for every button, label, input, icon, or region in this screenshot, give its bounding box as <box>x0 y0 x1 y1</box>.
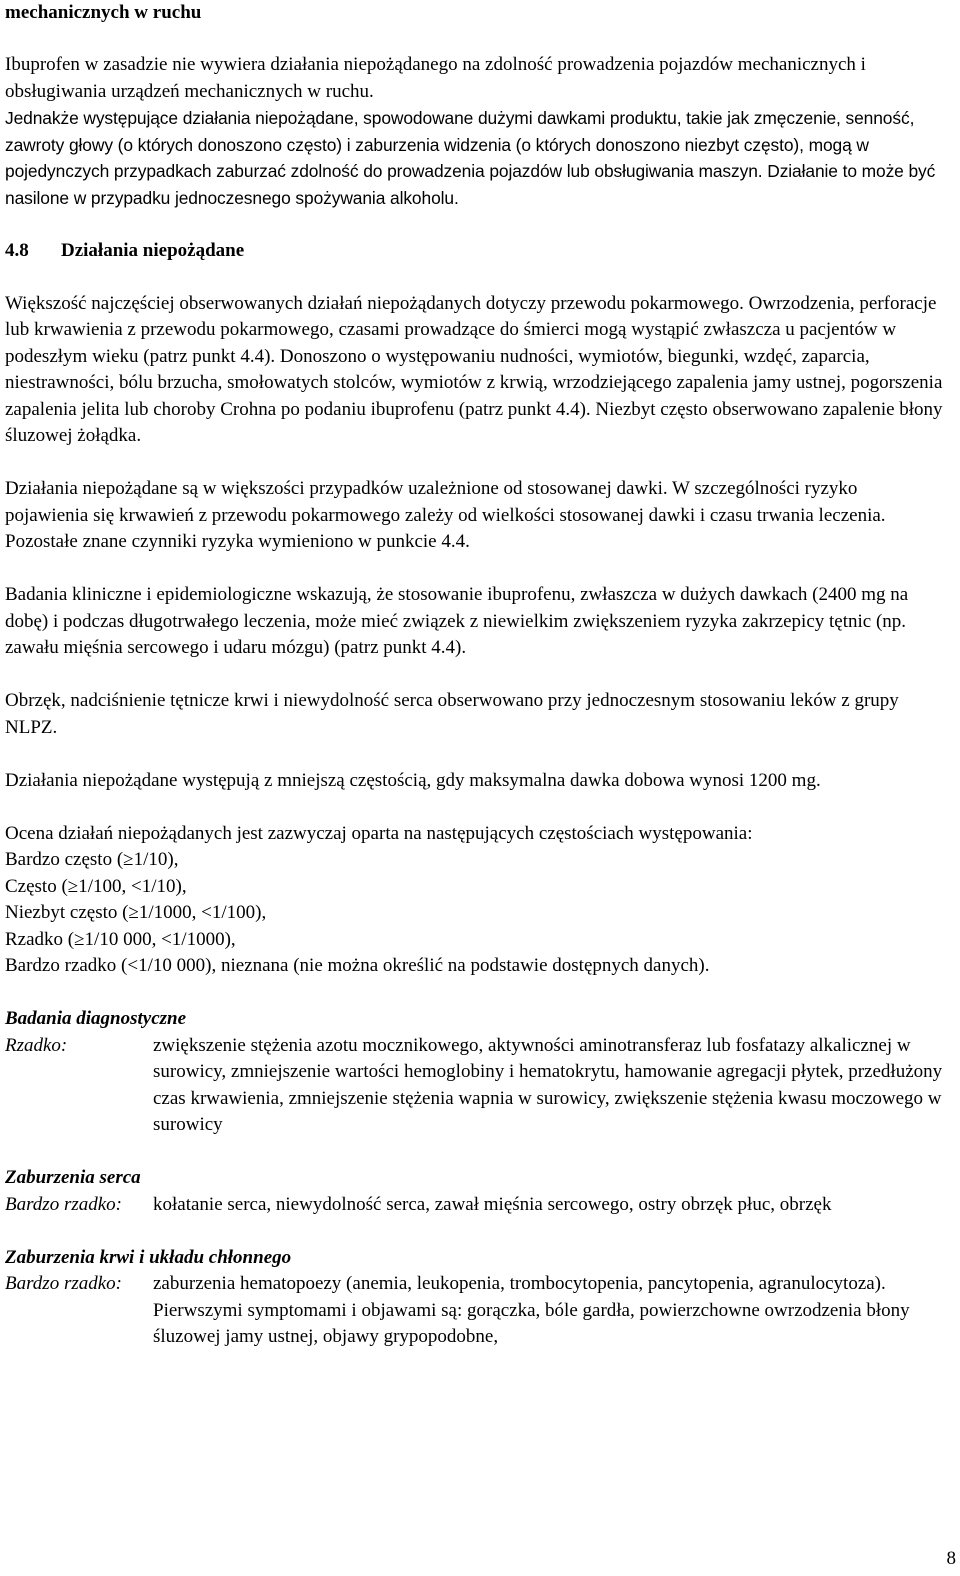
frequency-text: zwiększenie stężenia azotu mocznikowego, aktywności aminotransferaz lub fosfatazy alkalicznej w surowicy, zmniejszenie wartości hemoglobiny i hematokrytu, hamowanie agregacji płytek, przedłużony czas krwawienia, zmniejszenie stężenia wapnia w surowicy, zwiększenie stężenia kwasu moczowego w surowicy <box>153 1034 943 1135</box>
frequency-line: Bardzo rzadko (<1/10 000), nieznana (nie można określić na podstawie dostępnych danych). <box>5 955 710 976</box>
paragraph-gi-effects: Większość najczęściej obserwowanych działań niepożądanych dotyczy przewodu pokarmowego. Owrzodzenia, perforacje lub krwawienia z przewodu pokarmowego, czasami prowadzące do śmierci mogą wystąpić zwłaszcza u pacjentów w podeszłym wieku (patrz punkt 4.4). Donoszono o występowaniu nudności, wymiotów, biegunki, wzdęć, zaparcia, niestrawności, bólu brzucha, smołowatych stolców, wymiotów z krwią, wrzodziejącego zapalenia jamy ustnej, pogorszenia zapalenia jelita lub choroby Crohna po podaniu ibuprofenu (patrz punkt 4.4). Niezbyt często obserwowano zapalenie błony śluzowej żołądka. <box>5 292 943 446</box>
category-cardiac <box>5 1165 945 1218</box>
category-title: Zaburzenia serca <box>5 1167 141 1188</box>
frequency-label: Bardzo rzadko: <box>5 1273 122 1294</box>
frequency-line: Często (≥1/100, <1/10), <box>5 875 187 897</box>
driving-paragraph-1: Ibuprofen w zasadzie nie wywiera działania niepożądanego na zdolność prowadzenia pojazdów mechanicznych i obsługiwania urządzeń mechanicznych w ruchu. <box>5 54 866 102</box>
paragraph-dose-dependence: Działania niepożądane są w większości przypadków uzależnione od stosowanej dawki. W szczególności ryzyko pojawienia się krwawień z przewodu pokarmowego zależy od wielkości stosowanej dawki i czasu trwania leczenia. Pozostałe znane czynniki ryzyka wymieniono w punkcie 4.4. <box>5 478 886 552</box>
frequency-label: Bardzo rzadko: <box>5 1193 122 1215</box>
frequency-definitions <box>5 821 945 980</box>
paragraph-thrombosis-risk: Badania kliniczne i epidemiologiczne wskazują, że stosowanie ibuprofenu, zwłaszcza w dużych dawkach (2400 mg na dobę) i podczas długotrwałego leczenia, może mieć związek z niewielkim zwiększeniem ryzyka zakrzepicy tętnic (np. zawału mięśnia sercowego i udaru mózgu) (patrz punkt 4.4). <box>5 584 909 658</box>
frequency-line: Bardzo często (≥1/10), <box>5 849 179 870</box>
frequency-row <box>5 1033 945 1139</box>
frequency-line: Rzadko (≥1/10 000, <1/1000), <box>5 928 236 950</box>
frequency-text: zaburzenia hematopoezy (anemia, leukopenia, trombocytopenia, pancytopenia, agranulocytoza). Pierwszymi symptomami i objawami są: gorączka, bóle gardła, powierzchowne owrzodzenia błony śluzowej jamy ustnej, objawy grypopodobne, <box>153 1273 910 1347</box>
frequency-row <box>5 1271 945 1351</box>
category-blood <box>5 1245 945 1351</box>
frequency-line: Niezbyt często (≥1/1000, <1/100), <box>5 902 267 923</box>
category-title: Badania diagnostyczne <box>5 1008 187 1029</box>
frequency-label: Rzadko: <box>5 1034 68 1056</box>
driving-paragraph-2: Jednakże występujące działania niepożądane, spowodowane dużymi dawkami produktu, takie jak zmęczenie, senność, zawroty głowy (o których donoszono często) i zaburzenia widzenia (o których donoszono niezbyt często), mogą w pojedynczych przypadkach zaburzać zdolność do prowadzenia pojazdów lub obsługiwania maszyn. Działanie to może być nasilone w przypadku jednoczesnego spożywania alkoholu. <box>5 108 936 208</box>
paragraph-edema: Obrzęk, nadciśnienie tętnicze krwi i niewydolność serca obserwowano przy jednoczesnym stosowaniu leków z grupy NLPZ. <box>5 690 899 738</box>
section-number: 4.8 <box>5 239 29 261</box>
frequency-text: kołatanie serca, niewydolność serca, zawał mięśnia sercowego, ostry obrzęk płuc, obrzęk <box>153 1193 832 1215</box>
section-title: Działania niepożądane <box>61 239 245 261</box>
document-page <box>5 0 945 1351</box>
frequency-intro: Ocena działań niepożądanych jest zazwyczaj oparta na następujących częstościach występowania: <box>5 822 753 844</box>
frequency-row <box>5 1192 945 1219</box>
top-heading: mechanicznych w ruchu <box>5 2 202 23</box>
category-diagnostics <box>5 1006 945 1139</box>
section-heading <box>5 238 945 265</box>
category-title: Zaburzenia krwi i układu chłonnego <box>5 1246 292 1268</box>
paragraph-max-dose: Działania niepożądane występują z mniejszą częstością, gdy maksymalna dawka dobowa wynosi 1200 mg. <box>5 769 821 791</box>
page-number: 8 <box>946 1548 956 1569</box>
